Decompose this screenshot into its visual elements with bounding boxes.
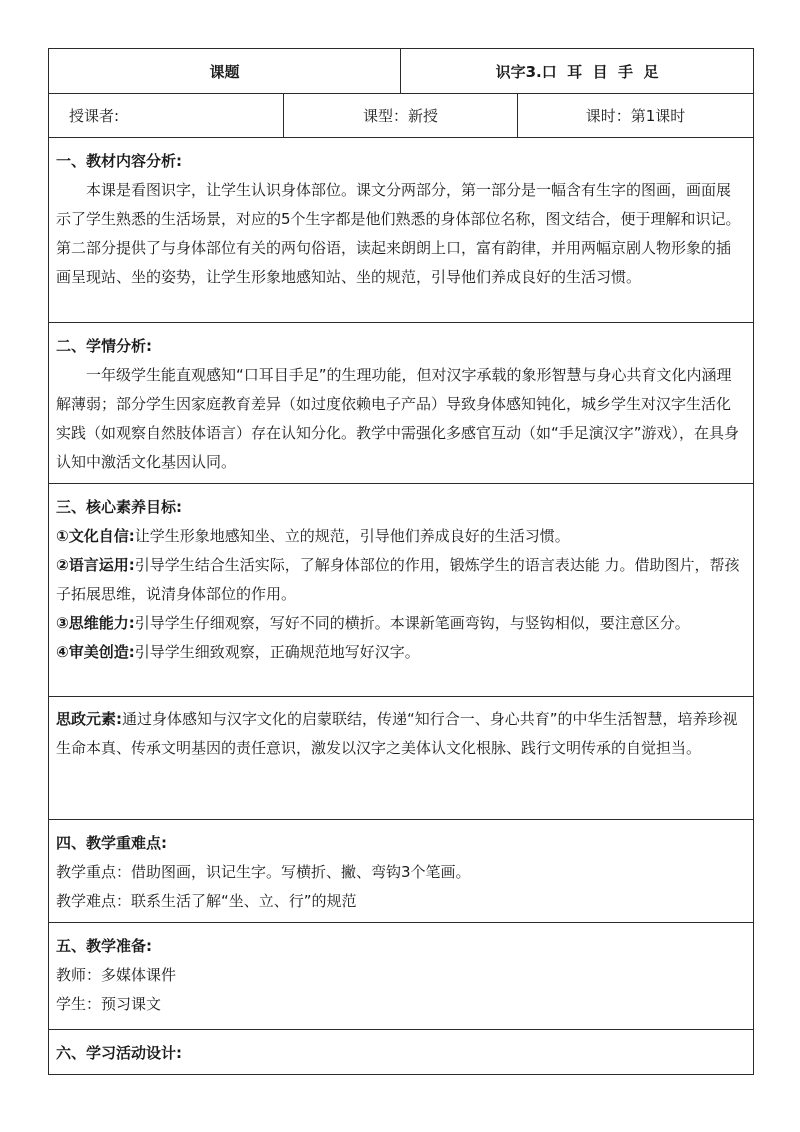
goal-label: ④审美创造: (56, 643, 135, 661)
header-row (49, 49, 754, 94)
goal-item (56, 638, 745, 667)
key-point: 教学重点：借助图画，识记生字。写横折、撇、弯钩3个笔画。 (56, 863, 471, 881)
goal-label: ③思维能力: (56, 614, 135, 632)
goal-text: 引导学生结合生活实际，了解身体部位的作用，锻炼学生的语言表达能 力。借助图片，帮孩子拓展思维，说清身体部位的作用。 (56, 556, 740, 603)
teacher-prep: 教师：多媒体课件 (56, 966, 177, 984)
topic-label-cell (49, 49, 401, 94)
teacher-cell (49, 94, 284, 138)
section-title: 三、核心素养目标: (56, 498, 182, 516)
section-title: 六、学习活动设计: (56, 1044, 182, 1062)
lesson-type: 课型：新授 (363, 107, 439, 125)
difficult-point: 教学难点：联系生活了解“坐、立、行”的规范 (56, 892, 357, 910)
section-learner (49, 323, 754, 484)
student-prep: 学生：预习课文 (56, 995, 162, 1013)
period-cell (518, 94, 754, 138)
section-material (49, 138, 754, 323)
section-body: 本课是看图识字，让学生认识身体部位。课文分两部分，第一部分是一幅含有生字的图画，画面展示了学生熟悉的生活场景，对应的5个生字都是他们熟悉的身体部位名称，图文结合，便于理解和识记。第二部分提供了与身体部位有关的两句俗语，读起来朗朗上口，富有韵律，并用两幅京剧人物形象的插画呈现站、坐的姿势，让学生形象地感知站、坐的规范，引导他们养成良好的生活习惯。 (56, 181, 741, 286)
section-keypoints-row (49, 820, 754, 923)
section-goals-row (49, 484, 754, 697)
section-material-row (49, 138, 754, 323)
goal-label: ②语言运用: (56, 556, 135, 574)
meta-row (49, 94, 754, 138)
ideology-text: 通过身体感知与汉字文化的启蒙联结，传递“知行合一、身心共育”的中华生活智慧，培养珍视生命本真、传承文明基因的责任意识，激发以汉字之美体认文化根脉、践行文明传承的自觉担当。 (56, 710, 738, 757)
section-body: 一年级学生能直观感知“口耳目手足”的生理功能，但对汉字承载的象形智慧与身心共育文化内涵理解薄弱；部分学生因家庭教育差异（如过度依赖电子产品）导致身体感知钝化，城乡学生对汉字生活化实践（如观察自然肢体语言）存在认知分化。教学中需强化多感官互动（如“手足演汉字”游戏），在具身认知中激活文化基因认同。 (56, 366, 740, 471)
goal-item (56, 551, 745, 609)
section-learner-row (49, 323, 754, 484)
goal-text: 引导学生细致观察，正确规范地写好汉字。 (134, 643, 420, 661)
section-title: 二、学情分析: (56, 337, 152, 355)
goal-item (56, 609, 745, 638)
section-ideology (49, 697, 754, 820)
section-activities (49, 1030, 754, 1075)
section-title: 四、教学重难点: (56, 834, 167, 852)
section-activities-row (49, 1030, 754, 1075)
lesson-type-cell (284, 94, 518, 138)
goal-item (56, 522, 745, 551)
section-prep (49, 923, 754, 1030)
goal-label: ①文化自信: (56, 527, 135, 545)
section-ideology-row (49, 697, 754, 820)
lesson-period: 课时：第1课时 (585, 107, 686, 125)
section-goals (49, 484, 754, 697)
topic-value-cell (401, 49, 754, 94)
teacher-label: 授课者: (69, 107, 120, 125)
ideology-label: 思政元素: (56, 710, 122, 728)
section-prep-row (49, 923, 754, 1030)
section-title: 一、教材内容分析: (56, 152, 182, 170)
goal-text: 引导学生仔细观察，写好不同的横折。本课新笔画弯钩，与竖钩相似，要注意区分。 (134, 614, 690, 632)
goal-text: 让学生形象地感知坐、立的规范，引导他们养成良好的生活习惯。 (134, 527, 570, 545)
ideology-paragraph (56, 705, 745, 763)
topic-value: 识字3.口 耳 目 手 足 (495, 62, 659, 81)
topic-label: 课题 (209, 62, 240, 81)
section-title: 五、教学准备: (56, 937, 152, 955)
section-keypoints (49, 820, 754, 923)
lesson-plan-table (48, 48, 754, 1075)
